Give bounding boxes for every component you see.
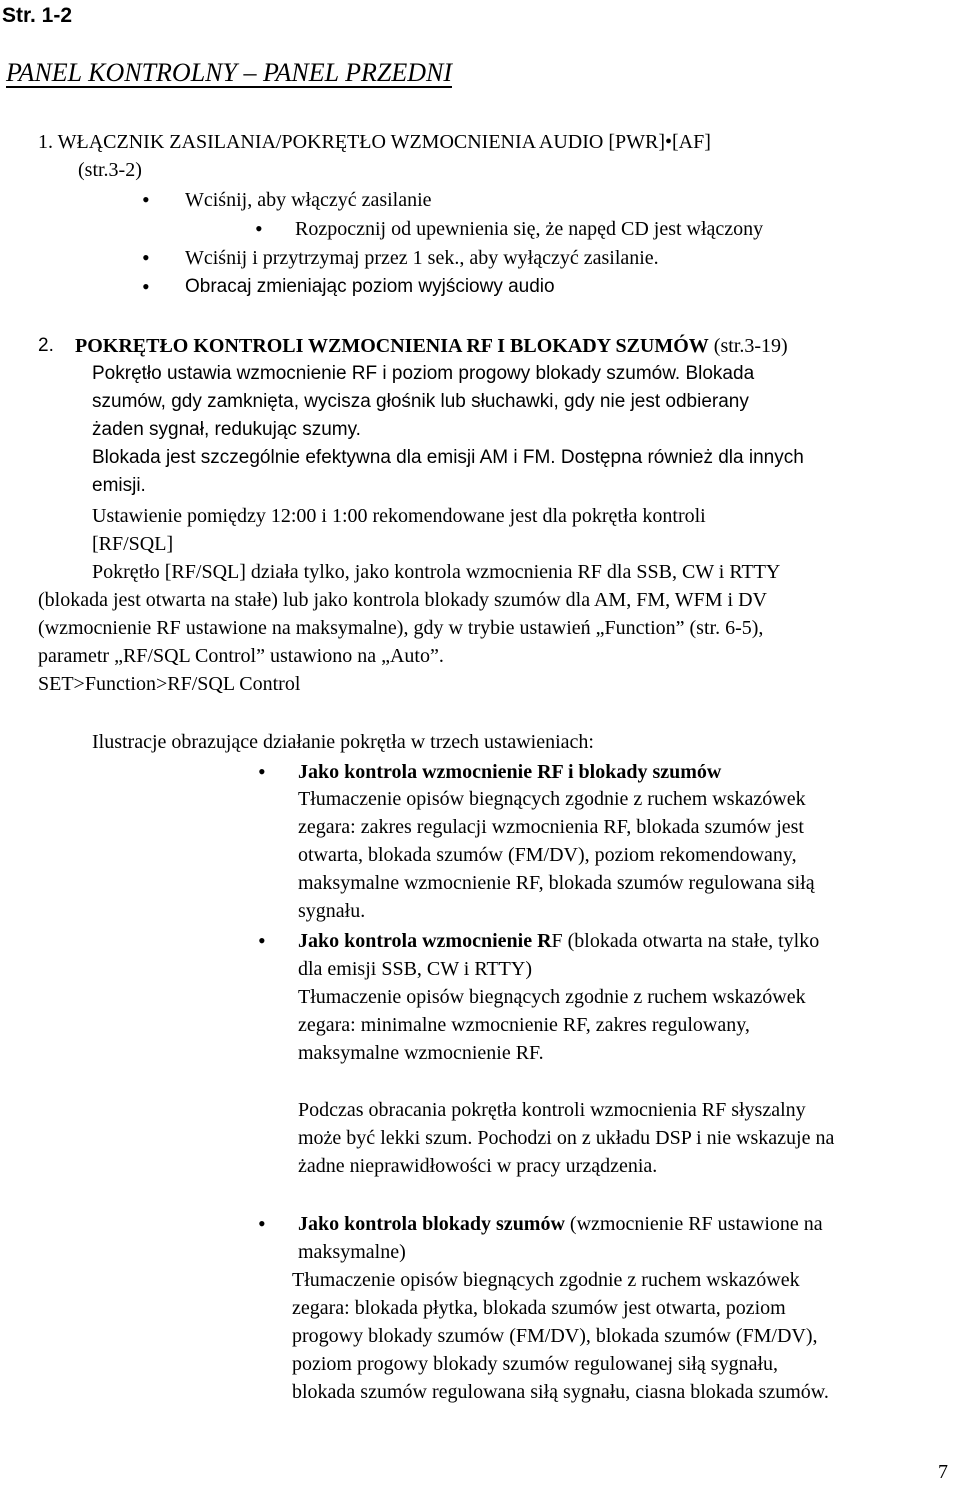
illustration-item-heading-bold: Jako kontrola wzmocnienie R — [298, 930, 552, 952]
illustration-item-line: zegara: zakres regulacji wzmocnienia RF, blokada szumów jest — [298, 816, 804, 838]
settings-path: SET>Function>RF/SQL Control — [38, 673, 301, 695]
bullet-icon: • — [258, 759, 266, 784]
bullet-icon: • — [142, 274, 150, 299]
section2-heading-ref: (str.3-19) — [708, 335, 788, 357]
section2-line: Pokrętło ustawia wzmocnienie RF i poziom progowy blokady szumów. Blokada — [92, 363, 755, 384]
illustration-item-line: maksymalne) — [298, 1241, 406, 1263]
illustrations-intro: Ilustracje obrazujące działanie pokrętła w trzech ustawieniach: — [92, 731, 594, 753]
illustration-item-line: Tłumaczenie opisów biegnących zgodnie z ruchem wskazówek — [292, 1269, 800, 1291]
section2-line: [RF/SQL] — [92, 533, 174, 555]
illustration-item-line: Tłumaczenie opisów biegnących zgodnie z ruchem wskazówek — [298, 788, 806, 810]
illustration-item-heading-bold: Jako kontrola blokady szumów — [298, 1213, 565, 1235]
illustration-item-line: sygnału. — [298, 900, 366, 922]
section2-line: emisji. — [92, 475, 146, 496]
illustration-item-heading — [298, 927, 819, 955]
section1-item: Wciśnij i przytrzymaj przez 1 sek., aby wyłączyć zasilanie. — [185, 247, 659, 269]
illustration-item-heading-rest: F (blokada otwarta na stałe, tylko — [551, 930, 820, 952]
section2-paragraph-line: parametr „RF/SQL Control” ustawiono na „Auto”. — [38, 645, 444, 667]
illustration-note-line: może być lekki szum. Pochodzi on z układu DSP i nie wskazuje na — [298, 1127, 835, 1149]
section2-number: 2. — [38, 335, 54, 356]
section1-heading: 1. WŁĄCZNIK ZASILANIA/POKRĘTŁO WZMOCNIENIA AUDIO [PWR]•[AF] — [38, 131, 711, 153]
illustration-item-line: poziom progowy blokady szumów regulowanej siłą sygnału, — [292, 1353, 779, 1375]
section2-line: Ustawienie pomiędzy 12:00 i 1:00 rekomendowane jest dla pokrętła kontroli — [92, 505, 706, 527]
section2-paragraph-line: Pokrętło [RF/SQL] działa tylko, jako kontrola wzmocnienia RF dla SSB, CW i RTTY — [92, 561, 781, 583]
illustration-note-line: Podczas obracania pokrętła kontroli wzmocnienia RF słyszalny — [298, 1099, 806, 1121]
section1-item: Wciśnij, aby włączyć zasilanie — [185, 189, 432, 211]
illustration-note-line: żadne nieprawidłowości w pracy urządzenia. — [298, 1155, 658, 1177]
section2-line: żaden sygnał, redukując szumy. — [92, 419, 361, 440]
section2-heading-text: POKRĘTŁO KONTROLI WZMOCNIENIA RF I BLOKADY SZUMÓW — [75, 335, 709, 357]
section2-paragraph-line: (wzmocnienie RF ustawione na maksymalne), gdy w trybie ustawień „Function” (str. 6-5), — [38, 617, 764, 639]
illustration-item-line: zegara: blokada płytka, blokada szumów jest otwarta, poziom — [292, 1297, 786, 1319]
illustration-item-line: blokada szumów regulowana siłą sygnału, ciasna blokada szumów. — [292, 1381, 829, 1403]
illustration-item-line: maksymalne wzmocnienie RF, blokada szumów regulowana siłą — [298, 872, 815, 894]
bullet-icon: • — [258, 1211, 266, 1236]
section1-item: Rozpocznij od upewnienia się, że napęd CD jest włączony — [295, 218, 764, 240]
section1-item: Obracaj zmieniając poziom wyjściowy audio — [185, 276, 555, 297]
illustration-item-heading-rest: (wzmocnienie RF ustawione na — [564, 1213, 823, 1235]
bullet-icon: • — [255, 216, 263, 241]
illustration-item-line: Tłumaczenie opisów biegnących zgodnie z ruchem wskazówek — [298, 986, 806, 1008]
illustration-item-line: maksymalne wzmocnienie RF. — [298, 1042, 544, 1064]
illustration-item-line: dla emisji SSB, CW i RTTY) — [298, 958, 532, 980]
page-title: PANEL KONTROLNY – PANEL PRZEDNI — [6, 58, 452, 87]
section1-heading-ref: (str.3-2) — [78, 159, 142, 181]
illustration-item-line: progowy blokady szumów (FM/DV), blokada szumów (FM/DV), — [292, 1325, 818, 1347]
section2-line: Blokada jest szczególnie efektywna dla emisji AM i FM. Dostępna również dla innych — [92, 447, 804, 468]
bullet-icon: • — [258, 928, 266, 953]
illustration-item-heading — [298, 1210, 823, 1238]
illustration-item-line: zegara: minimalne wzmocnienie RF, zakres regulowany, — [298, 1014, 750, 1036]
page-number: 7 — [938, 1461, 948, 1483]
bullet-icon: • — [142, 245, 150, 270]
section2-line: szumów, gdy zamknięta, wycisza głośnik lub słuchawki, gdy nie jest odbierany — [92, 391, 749, 412]
section2-paragraph-line: (blokada jest otwarta na stałe) lub jako kontrola blokady szumów dla AM, FM, WFM i DV — [38, 589, 767, 611]
section2-heading — [75, 332, 788, 360]
illustration-item-line: otwarta, blokada szumów (FM/DV), poziom rekomendowany, — [298, 844, 797, 866]
bullet-icon: • — [142, 187, 150, 212]
illustration-item-heading: Jako kontrola wzmocnienie RF i blokady szumów — [298, 761, 722, 783]
page-label: Str. 1-2 — [2, 4, 73, 27]
